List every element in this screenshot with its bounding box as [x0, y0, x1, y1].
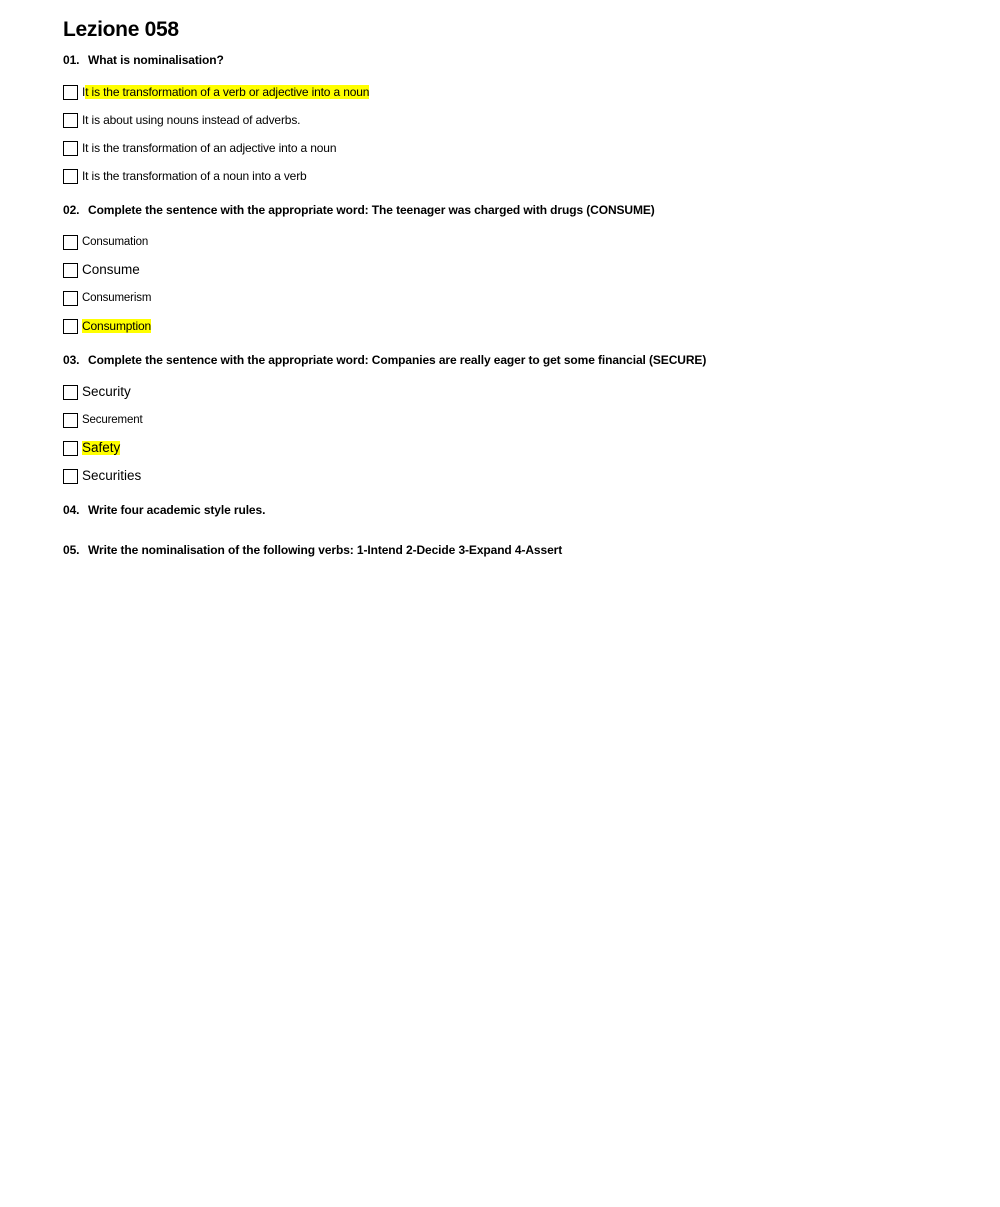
- answer-text: Security: [82, 384, 131, 399]
- checkbox[interactable]: [63, 169, 78, 184]
- question-header: [63, 202, 963, 218]
- answer-option[interactable]: [63, 406, 963, 434]
- answer-option[interactable]: [63, 312, 963, 340]
- question-text: Write the nominalisation of the following verbs: 1-Intend 2-Decide 3-Expand 4-Assert: [88, 543, 563, 557]
- question-text: What is nominalisation?: [88, 53, 224, 67]
- question-text: Write four academic style rules.: [88, 503, 266, 517]
- answer-text-highlighted: t is the transformation of a verb or adjective into a noun: [85, 85, 370, 99]
- answer-text: Consumerism: [82, 292, 152, 304]
- question-number: 02.: [63, 203, 80, 217]
- answer-option[interactable]: [63, 284, 963, 312]
- answer-prefix: I: [82, 85, 86, 99]
- question-04: [63, 502, 963, 518]
- question-number: 03.: [63, 353, 80, 367]
- checkbox[interactable]: [63, 141, 78, 156]
- question-header: [63, 52, 963, 68]
- question-number: 04.: [63, 503, 80, 517]
- answer-option[interactable]: [63, 228, 963, 256]
- document-page: [63, 16, 963, 558]
- answer-option[interactable]: [63, 256, 963, 284]
- question-02: [63, 202, 963, 352]
- question-text: Complete the sentence with the appropriate word: Companies are really eager to get some financial (SECURE): [88, 353, 707, 367]
- checkbox[interactable]: [63, 385, 78, 400]
- answer-option[interactable]: [63, 78, 963, 106]
- checkbox[interactable]: [63, 469, 78, 484]
- answer-text-highlighted: Consumption: [82, 319, 152, 333]
- question-header: [63, 542, 963, 558]
- answer-option[interactable]: [63, 434, 963, 462]
- answer-option[interactable]: [63, 106, 963, 134]
- question-03: [63, 352, 963, 502]
- checkbox[interactable]: [63, 319, 78, 334]
- question-header: [63, 502, 963, 518]
- checkbox[interactable]: [63, 235, 78, 250]
- checkbox[interactable]: [63, 413, 78, 428]
- checkbox[interactable]: [63, 85, 78, 100]
- answer-text: Consume: [82, 262, 140, 277]
- answer-list: [63, 228, 963, 340]
- answer-option[interactable]: [63, 134, 963, 162]
- checkbox[interactable]: [63, 441, 78, 456]
- question-header: [63, 352, 963, 368]
- question-number: 01.: [63, 53, 80, 67]
- answer-text: Securement: [82, 414, 143, 426]
- answer-text: It is the transformation of a noun into a verb: [82, 169, 307, 183]
- question-number: 05.: [63, 543, 80, 557]
- answer-text: Consumation: [82, 236, 149, 248]
- answer-text: It is the transformation of an adjective into a noun: [82, 141, 337, 155]
- answer-text-highlighted: Safety: [82, 440, 121, 455]
- page-title: Lezione 058: [63, 18, 179, 41]
- answer-text: It is about using nouns instead of adverbs.: [82, 113, 301, 127]
- answer-text: Securities: [82, 468, 142, 483]
- answer-list: [63, 78, 963, 190]
- checkbox[interactable]: [63, 291, 78, 306]
- answer-option[interactable]: [63, 462, 963, 490]
- checkbox[interactable]: [63, 263, 78, 278]
- question-01: [63, 52, 963, 202]
- question-text: Complete the sentence with the appropriate word: The teenager was charged with drugs (CONSUME): [88, 203, 655, 217]
- answer-list: [63, 378, 963, 490]
- checkbox[interactable]: [63, 113, 78, 128]
- answer-option[interactable]: [63, 162, 963, 190]
- question-05: [63, 542, 963, 558]
- answer-option[interactable]: [63, 378, 963, 406]
